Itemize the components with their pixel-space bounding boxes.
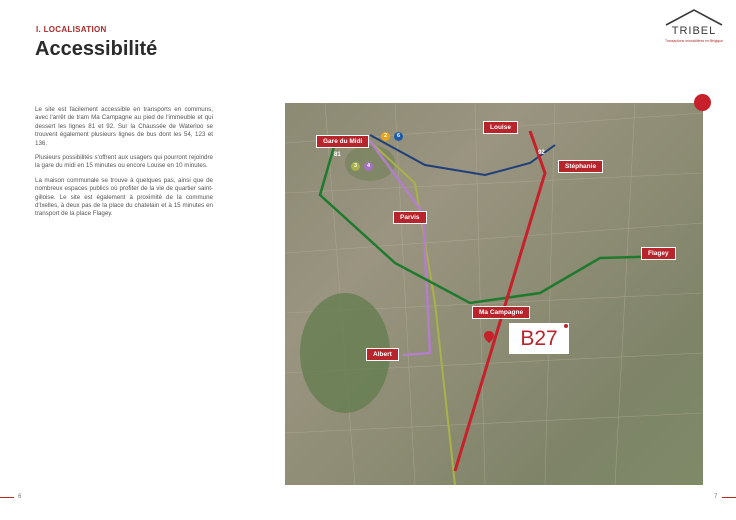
page-number-right: 7 [714, 494, 718, 500]
logo-tagline: Transactions immobilières en Belgique [664, 39, 724, 43]
section-label: I. LOCALISATION [36, 25, 107, 34]
body-text [35, 106, 213, 225]
station-label-parvis: Parvis [393, 211, 427, 224]
footer-rule-right [722, 497, 736, 498]
station-label-flagey: Flagey [641, 247, 676, 260]
station-label-ma-campagne: Ma Campagne [472, 306, 530, 319]
station-label-stephanie: Stéphanie [558, 160, 603, 173]
page-number-left: 6 [18, 494, 22, 500]
station-label-gare-du-midi: Gare du Midi [316, 135, 369, 148]
logo-name: TRIBEL [671, 25, 717, 37]
location-pin-icon [482, 330, 496, 344]
tram-route-81: 81 [334, 152, 341, 158]
paragraph: Plusieurs possibilités s'offrent aux usagers qui pourront rejoindre la gare du midi en 15 minutes ou encore Louise en 10 minutes. [35, 154, 213, 170]
page-title: Accessibilité [35, 38, 158, 60]
station-label-albert: Albert [366, 348, 399, 361]
tram-route-92: 92 [538, 150, 545, 156]
property-marker-dot [564, 324, 568, 328]
route-olive [365, 137, 455, 485]
metro-badge-2: 2 [381, 132, 390, 141]
aerial-map [285, 103, 703, 485]
logo [661, 8, 727, 48]
house-roof-icon [661, 8, 727, 26]
station-label-louise: Louise [483, 121, 518, 134]
transport-routes [285, 103, 703, 485]
paragraph: La maison communale se trouve à quelques pas, ainsi que de nombreux espaces publics où profiter de la vie de quartier saint-gilloise. Le site est également à proximité de la commune d'Ixelles, à deux pas de la place du chatelain et à 15 minutes en transport de la place Flagey. [35, 176, 213, 218]
property-marker: B27 [509, 323, 569, 354]
metro-badge-4: 4 [364, 162, 373, 171]
paragraph: Le site est facilement accessible en transports en communs, avec l'arrêt de tram Ma Campagne au pied de l'immeuble et qui dessert les lignes 81 et 92. Sur la Chaussée de Waterloo se trouvent également plusieurs lignes de bus dont les 54, 123 et 136. [35, 106, 213, 147]
metro-badge-3: 3 [351, 162, 360, 171]
footer-rule-left [0, 497, 14, 498]
decorative-red-dot [694, 94, 711, 111]
metro-badge-6: 6 [394, 132, 403, 141]
